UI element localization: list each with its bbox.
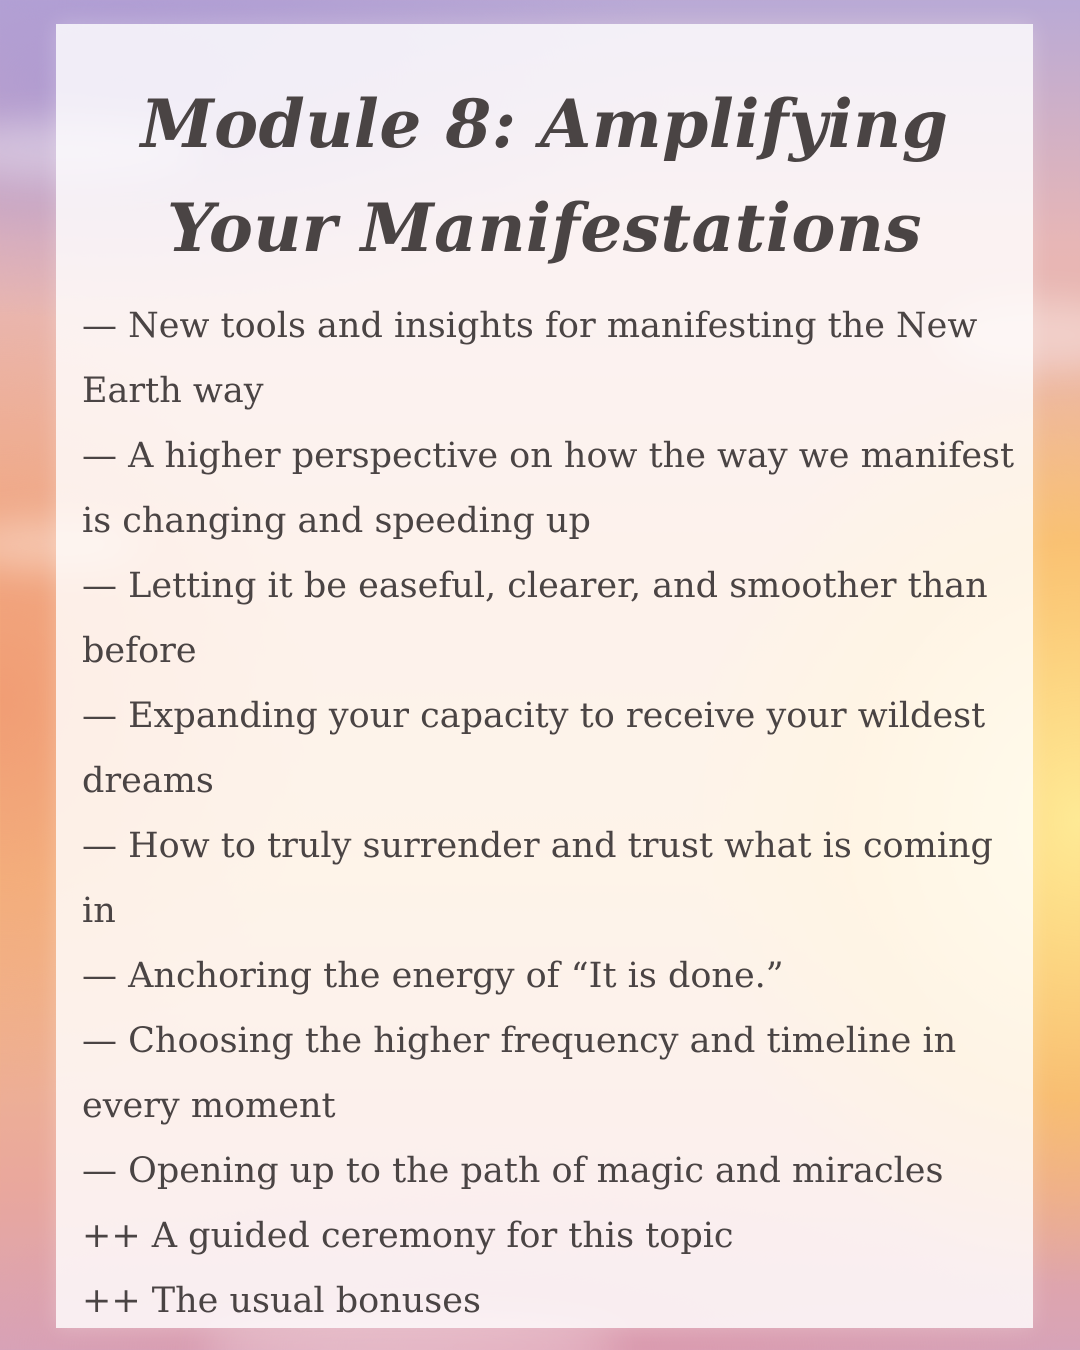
list-item: — Opening up to the path of magic and miracles	[82, 1151, 944, 1191]
list-item: — How to truly surrender and trust what is coming in	[82, 826, 993, 931]
list-item: — Expanding your capacity to receive your wildest dreams	[82, 696, 986, 801]
list-item: — Letting it be easeful, clearer, and smoother than before	[82, 566, 988, 671]
list-item: — Choosing the higher frequency and timeline in every moment	[82, 1021, 957, 1126]
content-card	[56, 24, 1033, 1328]
list-item: — Anchoring the energy of “It is done.”	[82, 956, 784, 996]
list-item: ++ A guided ceremony for this topic	[82, 1216, 734, 1256]
list-item: — A higher perspective on how the way we manifest is changing and speeding up	[82, 436, 1015, 541]
list-item: — New tools and insights for manifesting the New Earth way	[82, 306, 978, 411]
module-title: Module 8: Amplifying Your Manifestations	[140, 85, 949, 267]
topic-list	[82, 294, 1027, 1334]
list-item: ++ The usual bonuses	[82, 1281, 481, 1321]
